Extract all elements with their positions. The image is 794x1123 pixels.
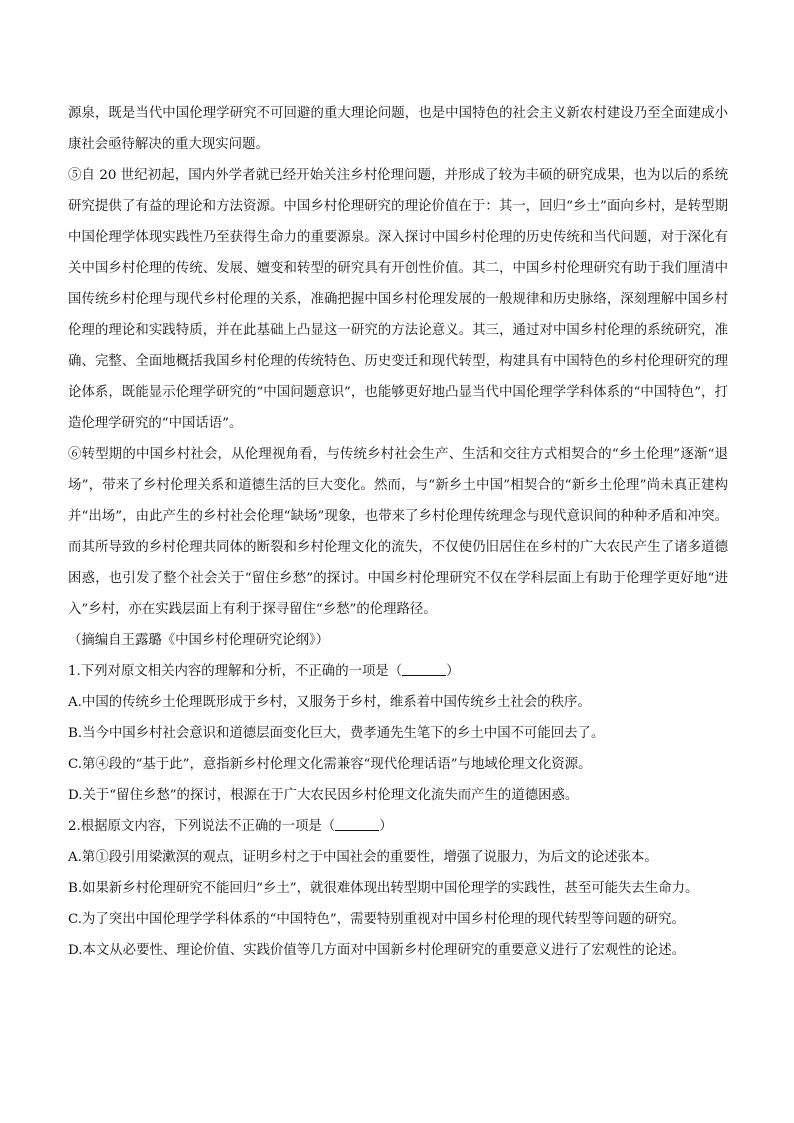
question-2-option-a: A.第①段引用梁漱溟的观点，证明乡村之于中国社会的重要性，增强了说服力，为后文的论述张本。 (68, 850, 658, 865)
answer-blank-2[interactable] (335, 816, 379, 831)
question-2-option-c: C.为了突出中国伦理学学科体系的“中国特色”，需要特别重视对中国乡村伦理的现代转型等问题的研究。 (68, 912, 685, 927)
question-1-option-b: B.当今中国乡村社会意识和道德层面变化巨大，费孝通先生笔下的乡土中国不可能回去了。 (68, 726, 605, 741)
paragraph-6: ⑥转型期的中国乡村社会，从伦理视角看，与传统乡村社会生产、生活和交往方式相契合的“乡土伦理”逐渐“退场”，带来了乡村伦理关系和道德生活的巨大变化。然而，与“新乡土中国”相契合的“新乡土伦理”尚未真正建构并“出场”，由此产生的乡村社会伦理“缺场”现象，也带来了乡村伦理传统理念与现代意识间的种种矛盾和冲突。而其所导致的乡村伦理共同体的断裂和乡村伦理文化的流失，不仅使仍旧居住在乡村的广大农民产生了诸多道德困惑，也引发了整个社会关于“留住乡愁”的探讨。中国乡村伦理研究不仅在学科层面上有助于伦理学更好地“进入”乡村，亦在实践层面上有利于探寻留住“乡愁”的伦理路径。 (68, 447, 728, 617)
question-2-option-d: D.本文从必要性、理论价值、实践价值等几方面对中国新乡村伦理研究的重要意义进行了宏观性的论述。 (68, 943, 686, 958)
question-2-stem (68, 811, 728, 842)
document-content (68, 98, 728, 966)
question-1-close: ） (446, 664, 460, 679)
source-citation: （摘编自王露璐《中国乡村伦理研究论纲》） (68, 633, 330, 648)
question-1-option-a: A.中国的传统乡土伦理既形成于乡村，又服务于乡村，维系着中国传统乡土社会的秩序。 (68, 695, 591, 710)
question-2-close: ） (379, 819, 393, 834)
question-1-option-d: D.关于“留住乡愁”的探讨，根源在于广大农民因乡村伦理文化流失而产生的道德困惑。 (68, 788, 579, 803)
answer-blank-1[interactable] (402, 661, 446, 676)
question-1-option-c: C.第④段的“基于此”，意指新乡村伦理文化需兼容“现代伦理话语”与地域伦理文化资源。 (68, 757, 592, 772)
question-1-stem (68, 656, 728, 687)
paragraph-continued: 源泉，既是当代中国伦理学研究不可回避的重大理论问题，也是中国特色的社会主义新农村建设乃至全面建成小康社会亟待解决的重大现实问题。 (68, 106, 728, 152)
question-2-text: 2.根据原文内容，下列说法不正确的一项是（ (68, 819, 336, 834)
paragraph-5: ⑤自 20 世纪初起，国内外学者就已经开始关注乡村伦理问题，并形成了较为丰硕的研究成果，也为以后的系统研究提供了有益的理论和方法资源。中国乡村伦理研究的理论价值在于：其一，回归“乡土”面向乡村，是转型期中国伦理学体现实践性乃至获得生命力的重要源泉。深入探讨中国乡村伦理的历史传统和当代问题，对于深化有关中国乡村伦理的传统、发展、嬗变和转型的研究具有开创性价值。其二，中国乡村伦理研究有助于我们厘清中国传统乡村伦理与现代乡村伦理的关系，准确把握中国乡村伦理发展的一般规律和历史脉络，深刻理解中国乡村伦理的理论和实践特质，并在此基础上凸显这一研究的方法论意义。其三，通过对中国乡村伦理的系统研究，准确、完整、全面地概括我国乡村伦理的传统特色、历史变迁和现代转型，构建具有中国特色的乡村伦理研究的理论体系，既能显示伦理学研究的“中国问题意识”，也能够更好地凸显当代中国伦理学学科体系的“中国特色”，打造伦理学研究的“中国话语”。 (68, 168, 728, 431)
question-2-option-b: B.如果新乡村伦理研究不能回归“乡土”，就很难体现出转型期中国伦理学的实践性，甚至可能失去生命力。 (68, 881, 699, 896)
question-1-text: 1.下列对原文相关内容的理解和分析，不正确的一项是（ (68, 664, 403, 679)
